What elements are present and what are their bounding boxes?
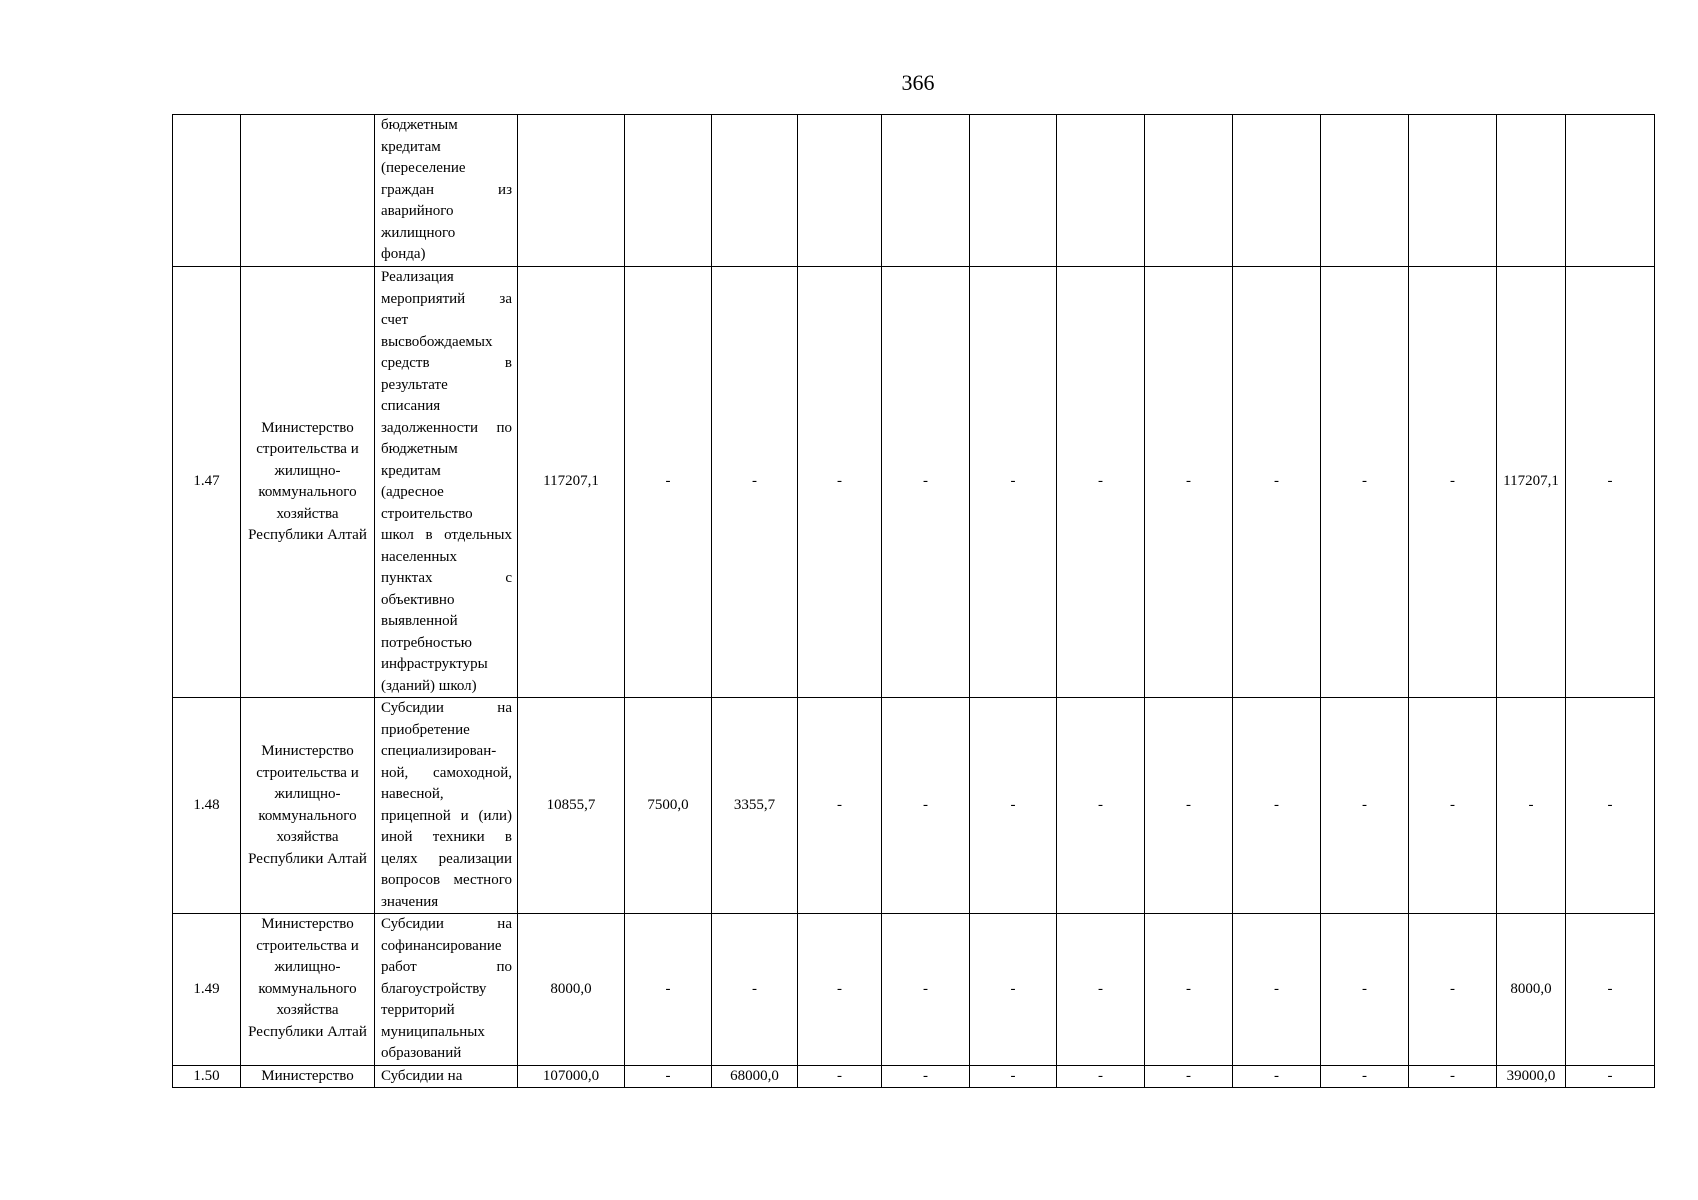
amount-cell [1145,115,1233,267]
description-line: кредитам [381,462,441,479]
description-line: навесной, [381,786,444,802]
description-line: муниципальных [381,1023,485,1040]
amount-cell: 107000,0 [518,1065,625,1088]
description-line: целях реализации [381,850,512,867]
amount-cell: - [1566,914,1655,1066]
amount-cell: - [882,698,970,914]
amount-cell: 8000,0 [518,914,625,1066]
description-line: (переселение [381,160,466,176]
table-row [173,1065,1655,1088]
description-line: бюджетным [381,441,458,457]
amount-cell: 117207,1 [1497,267,1566,698]
amount-cell: - [970,914,1057,1066]
measure-description [375,115,518,267]
responsible-organization: Министерство строительства и жилищно-коммунального хозяйства Республики Алтай [241,698,375,914]
description-line: благоустройству [381,980,487,997]
amount-cell [1233,115,1321,267]
description-line: Субсидии на [381,1067,463,1084]
amount-cell: - [1145,698,1233,914]
amount-cell: - [1233,1065,1321,1088]
responsible-organization: Министерство строительства и жилищно-коммунального хозяйства Республики Алтай [241,914,375,1066]
amount-cell: - [970,698,1057,914]
description-line: инфраструктуры [381,656,488,672]
description-line: списания [381,398,441,414]
amount-cell: - [625,914,712,1066]
amount-cell: - [798,914,882,1066]
amount-cell: - [1497,698,1566,914]
description-line: образований [381,1045,462,1061]
amount-cell: - [1566,1065,1655,1088]
amount-cell: - [1057,914,1145,1066]
amount-cell [712,115,798,267]
description-line: строительство [381,505,473,522]
amount-cell: - [1145,1065,1233,1088]
amount-cell: - [882,1065,970,1088]
description-line: результате [381,376,448,393]
description-line: мероприятий за [381,290,512,307]
description-line: работ по [381,959,512,975]
amount-cell: - [1409,267,1497,698]
amount-cell: - [1233,267,1321,698]
description-line: специализирован- [381,743,497,759]
description-line: кредитам [381,138,441,155]
amount-cell: - [1057,698,1145,914]
amount-cell: - [1321,267,1409,698]
description-line: задолженности по [381,419,512,436]
amount-cell: 3355,7 [712,698,798,914]
description-line: иной техники в [381,829,512,845]
amount-cell: 10855,7 [518,698,625,914]
description-line: вопросов местного [381,872,512,888]
row-number: 1.50 [173,1065,241,1088]
description-line: Субсидии на [381,700,512,716]
amount-cell: - [1233,698,1321,914]
row-number: 1.47 [173,267,241,698]
amount-cell: - [1409,1065,1497,1088]
description-line: Субсидии на [381,916,512,932]
amount-cell: - [798,698,882,914]
amount-cell [970,115,1057,267]
amount-cell: 8000,0 [1497,914,1566,1066]
amount-cell: - [1233,914,1321,1066]
amount-cell [1057,115,1145,267]
amount-cell: - [970,1065,1057,1088]
amount-cell: - [1321,698,1409,914]
amount-cell [1321,115,1409,267]
amount-cell: - [1145,267,1233,698]
measure-description [375,698,518,914]
description-line: жилищного [381,224,456,241]
description-line: (адресное [381,484,444,500]
amount-cell: 68000,0 [712,1065,798,1088]
description-line: граждан из [381,181,512,198]
description-line: ной, самоходной, [381,764,512,781]
description-line: Реализация [381,269,454,285]
amount-cell [518,115,625,267]
row-number: 1.49 [173,914,241,1066]
amount-cell: - [1145,914,1233,1066]
amount-cell: - [712,914,798,1066]
description-line: высвобождаемых [381,333,493,350]
amount-cell: - [798,267,882,698]
description-line: аварийного [381,203,454,219]
amount-cell: - [625,267,712,698]
amount-cell: 7500,0 [625,698,712,914]
description-line: (зданий) школ) [381,677,477,694]
description-line: софинансирование [381,937,502,954]
budget-table [172,114,1655,1088]
table-row [173,267,1655,698]
amount-cell: - [712,267,798,698]
page-number: 366 [901,70,935,95]
amount-cell: - [798,1065,882,1088]
amount-cell: - [1321,1065,1409,1088]
description-line: прицепной и (или) [381,807,512,824]
description-line: выявленной [381,613,458,629]
amount-cell: - [970,267,1057,698]
amount-cell [625,115,712,267]
amount-cell: - [882,267,970,698]
description-line: потребностью [381,634,473,651]
description-line: территорий [381,1002,455,1018]
description-line: объективно [381,591,455,608]
table-row [173,698,1655,914]
description-line: приобретение [381,721,470,738]
measure-description [375,267,518,698]
description-line: школ в отдельных [381,527,512,543]
amount-cell [1409,115,1497,267]
amount-cell [1566,115,1655,267]
measure-description [375,914,518,1066]
amount-cell: - [1566,267,1655,698]
description-line: средств в [381,355,512,371]
amount-cell [1497,115,1566,267]
row-number [173,115,241,267]
row-number: 1.48 [173,698,241,914]
amount-cell: - [1057,1065,1145,1088]
description-line: населенных [381,548,457,565]
description-line: пунктах с [381,570,512,586]
table-row [173,115,1655,267]
amount-cell: - [1409,914,1497,1066]
amount-cell: - [1566,698,1655,914]
measure-description [375,1065,518,1088]
description-line: бюджетным [381,117,458,133]
amount-cell: 39000,0 [1497,1065,1566,1088]
amount-cell: - [1321,914,1409,1066]
description-line: значения [381,893,439,910]
table-row [173,914,1655,1066]
description-line: счет [381,312,409,328]
amount-cell: 117207,1 [518,267,625,698]
amount-cell [798,115,882,267]
amount-cell [882,115,970,267]
description-line: фонда) [381,246,426,262]
responsible-organization: Министерство [241,1065,375,1088]
amount-cell: - [882,914,970,1066]
amount-cell: - [625,1065,712,1088]
responsible-organization: Министерство строительства и жилищно-коммунального хозяйства Республики Алтай [241,267,375,698]
amount-cell: - [1409,698,1497,914]
amount-cell: - [1057,267,1145,698]
responsible-organization [241,115,375,267]
